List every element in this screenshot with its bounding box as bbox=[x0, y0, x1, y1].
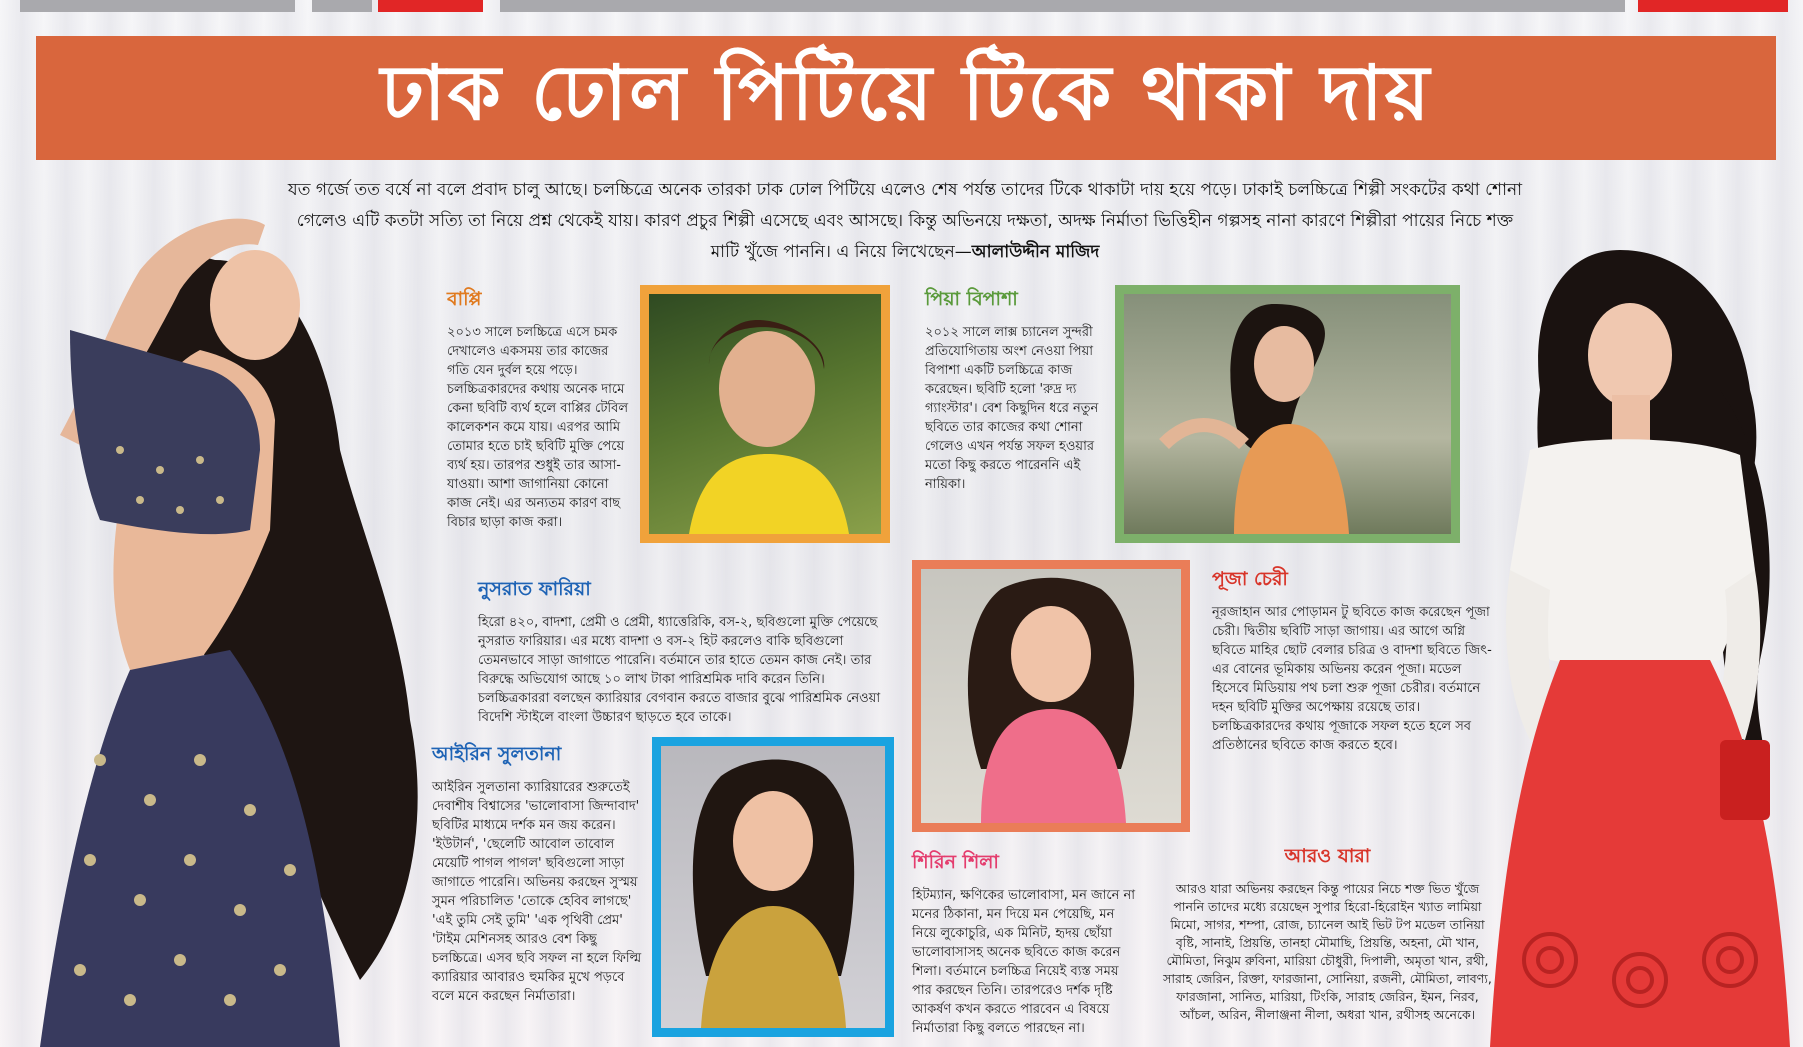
section-others-body: আরও যারা অভিনয় করছেন কিন্তু পায়ের নিচে শক্ত ভিত খুঁজে পাননি তাদের মধ্যে রয়েছেন সুপার হিরো-হিরোইন খ্যাত লামিয়া মিমো, সাগর, শম্পা, রোজ, চ্যানেল আই ভিট টপ মডেল তানিয়া বৃষ্টি, সানাই, প্রিয়ন্তি, তানহা মৌমাছি, প্রিয়ন্তি, অহনা, মৌ খান, মৌমিতা, নিঝুম রুবিনা, মারিয়া চৌধুরী, দিপালী, অমৃতা খান, রথী, সারাহ জেরিন, রিক্তা, ফারজানা, সোনিয়া, রজনী, মৌমিতা, লাবণ্য, ফারজানা, সানিত, মারিয়া, টিংকি, সারাহ জেরিন, ইমন, নিরব, আঁচল, অরিন, নীলাঞ্জনা নীলা, অধরা খান, রথীসহ অনেকে। bbox=[1163, 881, 1492, 1022]
shirin-photo bbox=[921, 569, 1181, 823]
headline-band bbox=[36, 36, 1776, 160]
top-bar-grey-long bbox=[500, 0, 1625, 12]
piya-photo-frame bbox=[1115, 285, 1460, 543]
headline: ঢাক ঢোল পিটিয়ে টিকে থাকা দায় bbox=[380, 47, 1432, 137]
top-bar-grey-left bbox=[20, 0, 295, 12]
section-nusrat-body: হিরো ৪২০, বাদশা, প্রেমী ও প্রেমী, ধ্যাত্তেরিকি, বস-২, ছবিগুলো মুক্তি পেয়েছে নুসরাত ফারিয়ার। এর মধ্যে বাদশা ও বস-২ হিট করলেও বাকি ছবিগুলো তেমনভাবে সাড়া জাগাতে পারেনি। বর্তমানে তার হাতে তেমন কাজ নেই। তার বিরুদ্ধে অভিযোগ আছে ১০ লাখ টাকা পারিশ্রমিক দাবি করেন তিনি। চলচ্চিত্রকাররা বলছেন ক্যারিয়ার বেগবান করতে বাজার বুঝে পারিশ্রমিক নেওয়া বিদেশি স্টাইলে বাংলা উচ্চারণ ছাড়তে হবে তাকে। bbox=[478, 615, 881, 725]
left-model-photo bbox=[0, 200, 450, 1047]
byline: আলাউদ্দীন মাজিদ bbox=[971, 242, 1100, 262]
top-bar-red-right bbox=[1638, 0, 1788, 12]
section-nusrat-title: নুসরাত ফারিয়া bbox=[478, 578, 591, 600]
intro-text: যত গর্জে তত বর্ষে না বলে প্রবাদ চালু আছে। চলচ্চিত্রে অনেক তারকা ঢাক ঢোল পিটিয়ে এলেও শেষ পর্যন্ত তাদের টিকে থাকাটা দায় হয়ে পড়ে। ঢাকাই চলচ্চিত্রে শিল্পী সংকটের কথা শোনা গেলেও এটি কতটা সত্যি তা নিয়ে প্রশ্ন থেকেই যায়। কারণ প্রচুর শিল্পী এসেছে এবং আসছে। কিন্তু অভিনয়ে দক্ষতা, অদক্ষ নির্মাতা ভিত্তিহীন গল্পসহ নানা কারণে শিল্পীরা পায়ের নিচে শক্ত মাটি খুঁজে পাননি। এ নিয়ে লিখেছেন— bbox=[287, 180, 1523, 262]
piya-portrait-illustration bbox=[1124, 294, 1451, 534]
section-bappi-title: বাপ্পি bbox=[447, 288, 482, 310]
section-bappi bbox=[447, 285, 630, 532]
airin-photo-frame bbox=[652, 737, 894, 1037]
top-bar-red-left bbox=[378, 0, 483, 12]
section-airin-body: আইরিন সুলতানা ক্যারিয়ারের শুরুতেই দেবাশীষ বিশ্বাসের 'ভালোবাসা জিন্দাবাদ' ছবিটির মাধ্যমে দর্শক মন জয় করেন। 'ইউটার্ন', 'ছেলেটি আবোল তাবোল মেয়েটি পাগল পাগল' ছবিগুলো সাড়া জাগাতে পারেনি। অভিনয় করছেন সুস্ময় সুমন পরিচালিত 'তোকে হেবিব লাগছে' 'এই তুমি সেই তুমি' 'এক পৃথিবী প্রেম' 'টাইম মেশিনসহ আরও বেশ কিছু চলচ্চিত্রে। এসব ছবি সফল না হলে ফিল্মি ক্যারিয়ার আবারও হুমকির মুখে পড়বে বলে মনে করছেন নির্মাতারা। bbox=[432, 780, 642, 1004]
section-airin bbox=[432, 740, 642, 1006]
section-others-title: আরও যারা bbox=[1284, 845, 1371, 867]
section-puja bbox=[1212, 565, 1497, 755]
top-bar-grey-small bbox=[312, 0, 372, 12]
piya-photo bbox=[1124, 294, 1451, 534]
bappi-photo bbox=[649, 294, 881, 534]
section-puja-title: পূজা চেরী bbox=[1212, 568, 1288, 590]
bappi-photo-frame bbox=[640, 285, 890, 543]
section-piya-title: পিয়া বিপাশা bbox=[925, 288, 1018, 310]
right-model-photo bbox=[1470, 240, 1790, 1047]
bappi-portrait-illustration bbox=[649, 294, 881, 534]
section-airin-title: আইরিন সুলতানা bbox=[432, 743, 562, 765]
shirin-portrait-illustration bbox=[921, 569, 1181, 823]
section-others bbox=[1160, 842, 1495, 1024]
airin-portrait-illustration bbox=[661, 746, 885, 1028]
section-bappi-body: ২০১৩ সালে চলচ্চিত্রে এসে চমক দেখালেও একসময় তার কাজের গতি যেন দুর্বল হয়ে পড়ে। চলচ্চিত্রকারদের কথায় অনেক দামে কেনা ছবিটি ব্যর্থ হলে বাপ্পির টেবিল কালেকশন কমে যায়। এরপর আমি তোমার হতে চাই ছবিটি মুক্তি পেয়ে ব্যর্থ হয়। তারপর শুধুই তার আসা-যাওয়া। আশা জাগানিয়া কোনো কাজ নেই। এর অন্যতম কারণ বাছ বিচার ছাড়া কাজ করা। bbox=[447, 325, 629, 530]
airin-photo bbox=[661, 746, 885, 1028]
left-model-illustration bbox=[0, 200, 450, 1047]
section-nusrat bbox=[478, 575, 896, 727]
section-piya-body: ২০১২ সালে লাক্স চ্যানেল সুন্দরী প্রতিযোগিতায় অংশ নেওয়া পিয়া বিপাশা একটি চলচ্চিত্রে কাজ করেছেন। ছবিটি হলো 'রুদ্র দ্য গ্যাংস্টার'। বেশ কিছুদিন ধরে নতুন ছবিতে তার কাজের কথা শোনা গেলেও এখন পর্যন্ত সফল হওয়ার মতো কিছু করতে পারেননি এই নায়িকা। bbox=[925, 325, 1099, 492]
section-shirin bbox=[912, 848, 1142, 1038]
intro-paragraph bbox=[280, 175, 1530, 268]
right-model-illustration bbox=[1470, 240, 1790, 1047]
section-shirin-title: শিরিন শিলা bbox=[912, 851, 999, 873]
section-puja-body: নূরজাহান আর পোড়ামন টু ছবিতে কাজ করেছেন পূজা চেরী। দ্বিতীয় ছবিটি সাড়া জাগায়। এর আগে অগ্নি ছবিতে মাহির ছোট বেলার চরিত্র ও বাদশা ছবিতে জিৎ-এর বোনের ভূমিকায় অভিনয় করেন পূজা। মডেল হিসেবে মিডিয়ায় পথ চলা শুরু পূজা চেরীর। বর্তমানে দহন ছবিটি মুক্তির অপেক্ষায় রয়েছে তার। চলচ্চিত্রকারদের কথায় পূজাকে সফল হতে হলে সব প্রতিষ্ঠানের ছবিতে কাজ করতে হবে। bbox=[1212, 605, 1492, 753]
section-shirin-body: হিটম্যান, ক্ষণিকের ভালোবাসা, মন জানে না মনের ঠিকানা, মন দিয়ে মন পেয়েছি, মন নিয়ে লুকোচুরি, এক মিনিট, হৃদয় ছোঁয়া ভালোবাসাসহ অনেক ছবিতে কাজ করেন শিলা। বর্তমানে চলচ্চিত্র নিয়েই ব্যস্ত সময় পার করছেন তিনি। তারপরেও দর্শক দৃষ্টি আকর্ষণ কখন করতে পারবেন এ বিষয়ে নির্মাতারা কিছু বলতে পারছেন না। bbox=[912, 888, 1136, 1036]
shirin-photo-frame bbox=[912, 560, 1190, 832]
section-piya bbox=[925, 285, 1103, 494]
